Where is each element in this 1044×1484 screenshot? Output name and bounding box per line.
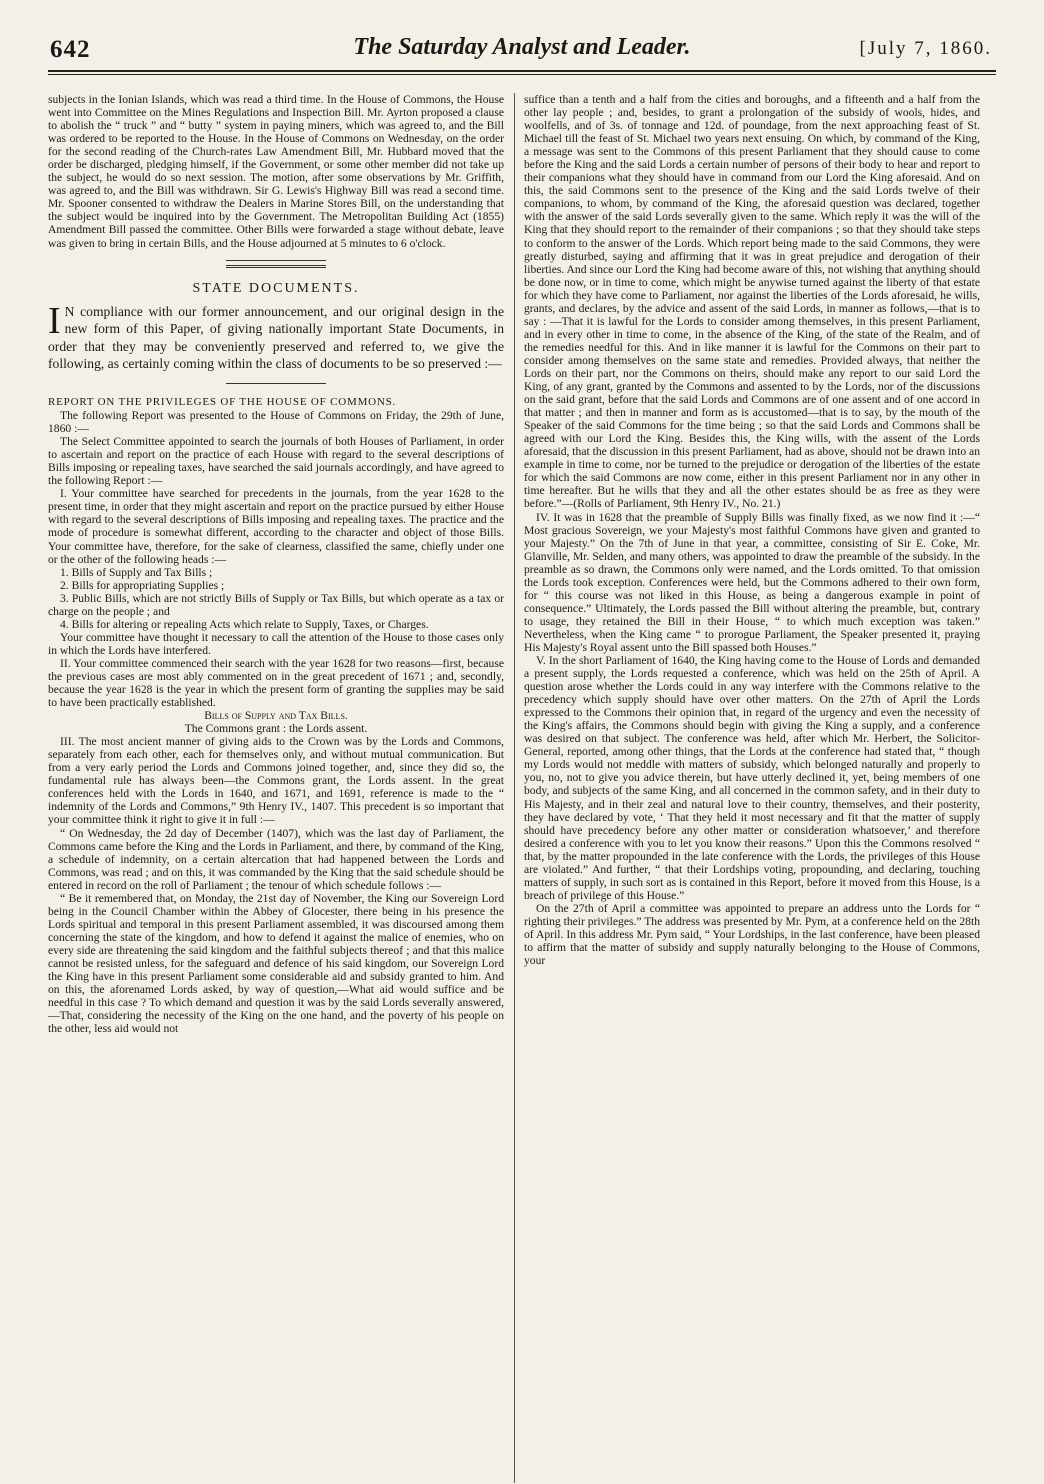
report-separator — [226, 383, 326, 384]
report-paragraph: The Select Committee appointed to search the journals of both Houses of Parliament, in order to ascertain and report on the practice of each House with regard to the several descriptions of Bills imposing or repealing taxes, have searched the said journals accordingly, and have agreed to the following Report :— — [48, 435, 504, 488]
section-separator — [226, 260, 326, 261]
report-paragraph: II. Your committee commenced their search with the year 1628 for two reasons—first, because the previous cases are most ably commented on in the great precedent of 1671 ; and, secondly, because the year 1628 is the year in which the present form of granting the supplies may be said to have been practically established. — [48, 656, 504, 710]
list-item: 1. Bills of Supply and Tax Bills ; — [60, 565, 213, 579]
report-paragraph: On the 27th of April a committee was appointed to prepare an address unto the Lords for “ righting their privileges.” The address was presented by Mr. Pym, at a conference held on the 28th of April. In this address Mr. Pym said, “ Your Lordships, in the last conference, have been pleased to affirm that the matter of subsidy and supply naturally belonging to the House of Commons, your — [524, 901, 980, 968]
state-documents-intro — [48, 299, 504, 373]
report-paragraph: V. In the short Parliament of 1640, the King having come to the House of Lords and demanded a present supply, the Lords requested a conference, which was held on the 25th of April. A question arose whether the Lords could in any way interfere with the Commons relative to the precedency which supply should have over other matters. On the 27th of April the Lords expressed to the Commons their opinion that, in regard of the urgency and even the necessity of the King's affairs, the Commons should begin with giving the King a supply, and a conference was desired on that subject. The conference was held, after which Mr. Herbert, the Solicitor-General, reported, among other things, that the Lords at the conference had stated that, “ though my Lords would not meddle with matters of subsidy, which belonged naturally and properly to you, no, not to give you advice therein, but have utterly declined it, yet, being members of one body, and subjects of the same King, and all concerned in the common safety, and in their duty to His Majesty, and in their zeal and natural love to their country, themselves, and their posterity, they have declared by vote, ‘ That they held it most necessary and fit that the matter of supply should have precedency before any other matter or consideration whatsoever,’ and therefore desired a conference with you to let you know their reasons.” Upon this the Commons resolved “ that, by the matter propounded in the late conference with the Lords, the privileges of this House are violated.” And further, “ that their Lordships voting, propounding, and declaring, touching matters of supply, in such sort as is contained in this Report, before it moved from this House, is a breach of privilege of this House.” — [524, 654, 980, 902]
list-item: 4. Bills for altering or repealing Acts which relate to Supply, Taxes, or Charges. — [60, 617, 429, 631]
report-paragraph: suffice than a tenth and a half from the cities and boroughs, and a fifteenth and a half from the other lay people ; and, besides, to grant a prolongation of the subsidy of wools, hides, and woolfells, and of 3s. of tonnage and 12d. of poundage, from the next approaching feast of St. Michael till the feast of St. Michael two years next ensuing. On which, by command of the King, a message was sent to the Commons of this present Parliament that they should cause to come before the King and the said Lords a certain number of persons of their body to hear and report to their companions what they should have in command from our Lord the King aforesaid. And on this, the said Commons sent to the presence of the King and the said Lords twelve of their companions, to whom, by command of the King, the aforesaid question was declared, together with the answer of the said Lords severally given to the same. Which reply it was the will of the King that they should report to the remainder of their companions ; so that they should take steps to conform to the answer of the Lords. Which report being made to the said Commons, they were greatly disturbed, saying and affirming that it was in great prejudice and derogation of their liberties. And since our Lord the King had become aware of this, not wishing that anything should be done now, or in time to come, which might be anywise turned against the liberty of that estate for which they have come to Parliament, nor against the liberties of the Lords aforesaid, he wills, grants, and declares, by the advice and assent of the said Lords, in manner as follows,—that is to say : —That it is lawful for the Lords to consider among themselves, in this present Parliament, and in every other in time to come, in the absence of the King, of the state of the Realm, and of the remedies needful for this. And in like manner it is lawful for the Commons on their part to consider among themselves on the same state and remedies. Provided always, that neither the Lords on their part, nor the Commons on theirs, should make any report to our said Lord the King, of any grant, granted by the Commons and assented to by the Lords, nor of the discussions on the said grant, before that the said Lords and Commons are of one assent and of one accord in that matter ; and then in manner and form as is accustomed—that is to say, by the mouth of the Speaker of the said Commons for the time being ; so that the said Lords and Commons shall be agreed with our Lord the King. Besides this, the King wills, with the assent of the Lords aforesaid, that the discussion in this present Parliament, had as above, should not be drawn into an example in time to come, nor be turned to the prejudice or derogation of the liberties of the estate for which the said Commons are now come, either in this present Parliament nor in any other in time hereafter. But he wills that they and all the other estates should be as free as they were before.”—(Rolls of Parliament, 9th Henry IV., No. 21.) — [524, 93, 980, 511]
section-title: STATE DOCUMENTS. — [192, 280, 360, 296]
intro-text: N compliance with our former announcement, and our original design in the new form of this Paper, of giving nationally important State Documents, in order that they may be conveniently preserved and referred to, we give the following, as certainly coming within the class of documents to be so preserved :— — [48, 303, 504, 372]
report-paragraph: I. Your committee have searched for precedents in the journals, from the year 1628 to the present time, in order that they might ascertain and report on the practice pursued by either House with regard to the several descriptions of Bills imposing and repealing taxes. The practice and the mode of procedure is somewhat different, according to the character and object of those Bills. Your committee have, therefore, for the sake of clearness, classified the same, chiefly under one or the other of the following heads :— — [48, 487, 504, 566]
issue-date: [July 7, 1860. — [859, 38, 992, 59]
article-columns — [48, 93, 996, 1483]
header-rule-thin — [48, 74, 996, 75]
list-item: 3. Public Bills, which are not strictly Bills of Supply or Tax Bills, but which operate as a tax or charge on the people ; and — [48, 591, 504, 618]
report-paragraph: The following Report was presented to the House of Commons on Friday, the 29th of June, 1860 :— — [48, 409, 504, 436]
parliament-summary: subjects in the Ionian Islands, which was read a third time. In the House of Commons, the House went into Committee on the Mines Regulations and Inspection Bill. Mr. Ayrton proposed a clause to abolish the “ truck ” and “ butty ” system in paying miners, which was agreed to, and the Bill was ordered to be reported to the House. In the House of Commons on Wednesday, on the order for the second reading of the Church-rates Law Amendment Bill, Mr. Hubbard moved that the order be discharged, pledging himself, if the Government, or some other member did not take up the subject, he would do so next session. The motion, after some observations by Mr. Griffith, was agreed to, and the Bill was withdrawn. Sir G. Lewis's Highway Bill was read a second time. Mr. Spooner consented to withdraw the Dealers in Marine Stores Bill, on the understanding that the subject would be inquired into by the Government. The Metropolitan Building Act (1855) Amendment Bill passed the committee. Other Bills were forwarded a stage without debate, leave was given to bring in certain Bills, and the House adjourned at 5 minutes to 6 o'clock. — [48, 93, 504, 250]
section-separator-double — [226, 265, 326, 270]
report-paragraph: “ On Wednesday, the 2d day of December (1407), which was the last day of Parliament, the Commons came before the King and the Lords in Parliament, and there, by command of the King, a schedule of indemnity, on a certain altercation that had happened between the Lords and Commons, was read ; and on this, it was commanded by the King that the said schedule should be entered in record on the roll of Parliament ; the tenour of which schedule follows :— — [48, 826, 504, 892]
masthead — [48, 28, 996, 68]
subheading: Bills of Supply and Tax Bills. — [204, 709, 348, 723]
report-paragraph: IV. It was in 1628 that the preamble of Supply Bills was finally fixed, as we now find it :—“ Most gracious Sovereign, we your Majesty's most faithful Commons have given and granted to your Majesty.” On the 7th of June in that year, a committee, consisting of Sir E. Coke, Mr. Glanville, Mr. Selden, and many others, was appointed to draw the preamble of the subsidy. In the preamble as so drawn, the Commons only were named, and the Lords omitted. To that omission the Lords took exception. Conferences were held, but the Commons adhered to their own form, for “ this course was not liked in this House, as being a dangerous example in point of consequence.” Ultimately, the Lords passed the Bill without altering the preamble, but, contrary to usage, they retained the Bill in their House, “ to which much exception was taken.” Nevertheless, when the King came “ to prorogue Parliament, the Speaker presented it, praying His Majesty's Royal assent unto the Bill spassed both Houses.” — [524, 510, 980, 654]
list-item: 2. Bills for appropriating Supplies ; — [60, 578, 225, 592]
column-divider — [514, 93, 515, 1483]
report-paragraph: “ Be it remembered that, on Monday, the 21st day of November, the King our Sovereign Lord being in the Council Chamber within the Abbey of Glocester, there being in his presence the Lords spiritual and temporal in this present Parliament assembled, it was discoursed among them concerning the state of the kingdom, and how to defend it against the malice of enemies, who on every side are threatening the said kingdom and the faithful subjects thereof ; and that this malice cannot be resisted unless, for the safeguard and defence of his said kingdom, our Sovereign Lord the King have in this present Parliament some considerable aid and subsidy granted to him. And on this, the aforenamed Lords asked, by way of question,—What aid would suffice and be needful in this case ? To which demand and question it was by the said Lords severally answered,—That, considering the necessity of the King on the one hand, and the poverty of his people on the other, less aid would not — [48, 891, 504, 1036]
left-column — [48, 93, 504, 1483]
page-number: 642 — [50, 36, 91, 63]
report-paragraph: Your committee have thought it necessary to call the attention of the House to those cases only in which the Lords have interfered. — [48, 630, 504, 657]
right-column — [524, 93, 980, 1483]
drop-cap: I — [48, 299, 61, 342]
subheading-caption: The Commons grant : the Lords assent. — [184, 722, 368, 736]
report-paragraph: III. The most ancient manner of giving aids to the Crown was by the Lords and Commons, separately from each other, each for themselves only, and without mutual communication. But from a very early period the Lords and Commons joined together, and, since they did so, the fundamental rule has always been—the Commons grant, the Lords assent. In the great conferences held with the Lords in 1640, and 1671, and 1691, reference is made to the “ indemnity of the Lords and Commons,” 9th Henry IV., 1407. This precedent is so important that your committee think it right to give it in full :— — [48, 735, 504, 827]
report-title: REPORT ON THE PRIVILEGES OF THE HOUSE OF COMMONS. — [48, 395, 397, 408]
publication-title: The Saturday Analyst and Leader. — [353, 34, 691, 60]
header-rule — [48, 70, 996, 72]
